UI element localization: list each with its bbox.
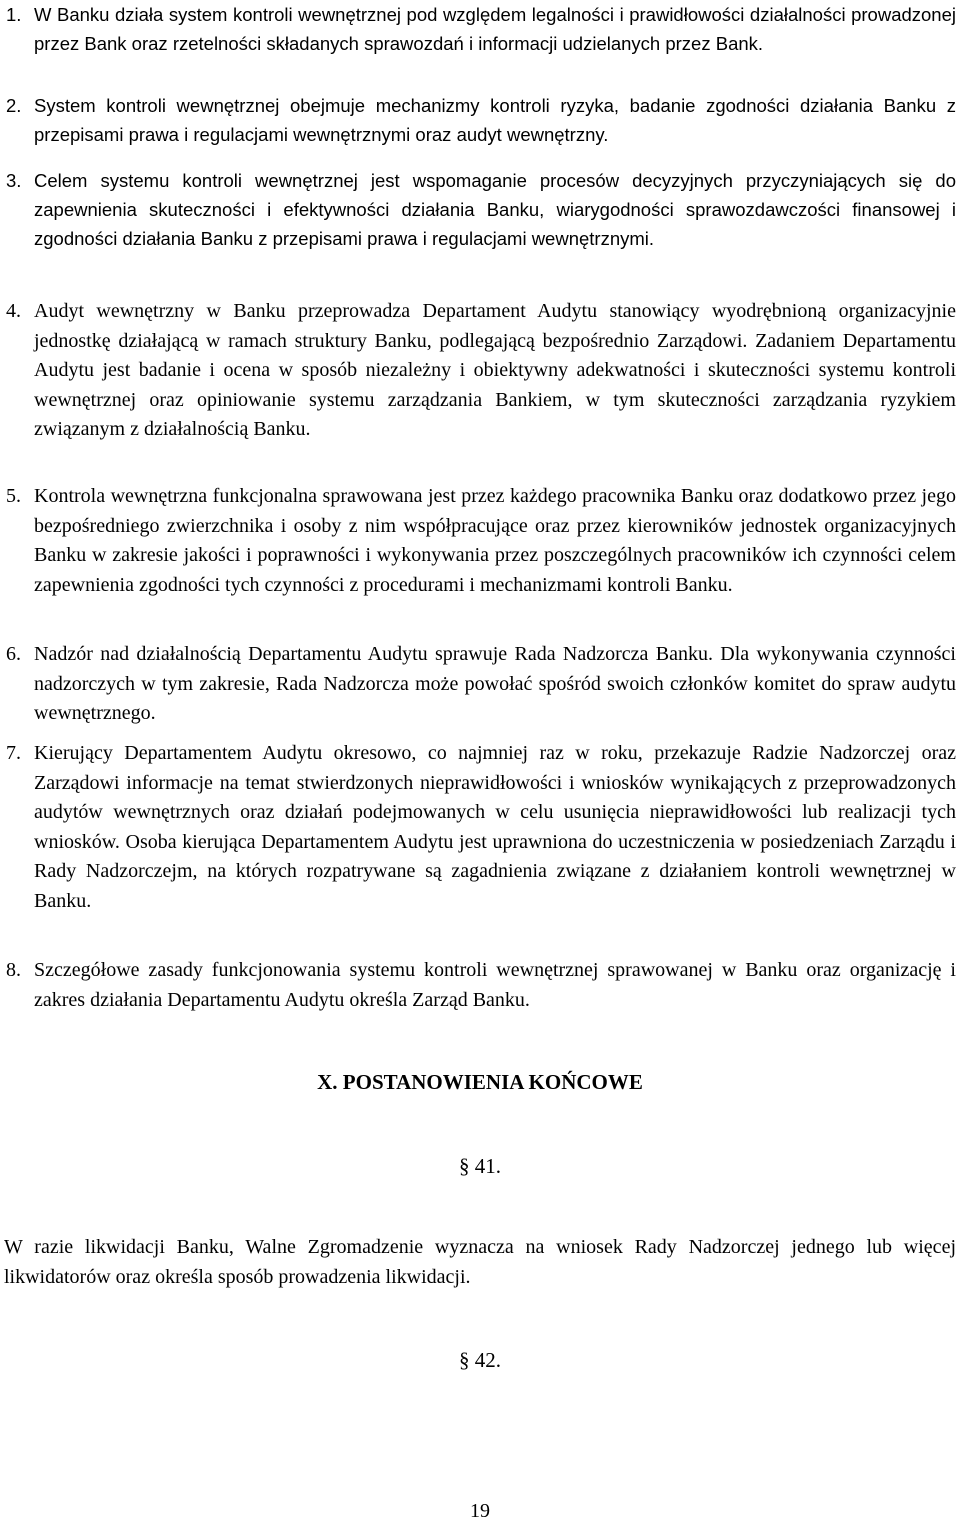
- list-item-number: 1.: [6, 4, 22, 25]
- paragraph-mark-41: § 41.: [459, 1154, 501, 1178]
- section-heading: X. POSTANOWIENIA KOŃCOWE: [317, 1070, 643, 1094]
- list-item-number: 7.: [6, 742, 21, 764]
- list-item-number: 5.: [6, 485, 21, 507]
- list-item: [0, 956, 956, 1015]
- list-item: [0, 297, 956, 445]
- list-item: [0, 739, 956, 916]
- list-item-text: Kierujący Departamentem Audytu okresowo, co najmniej raz w roku, przekazuje Radzie Nadzorczej oraz Zarządowi informacje na temat stwierdzonych nieprawidłowości i wniosków wynikających z przeprowadzonych audytów wewnętrznych oraz działań podejmowanych w celu usunięcia nieprawidłowości lub realizacji tych wniosków. Osoba kierująca Departamentem Audytu jest uprawniona do uczestniczenia w posiedzeniach Zarządu i Rady Nadzorczejm, na których rozpatrywane są zagadnienia związane z działaniem kontroli wewnętrznej w Banku.: [34, 742, 956, 912]
- list-item: [0, 91, 956, 149]
- list-item-text: Szczegółowe zasady funkcjonowania systemu kontroli wewnętrznej sprawowanej w Banku oraz organizację i zakres działania Departamentu Audytu określa Zarząd Banku.: [34, 959, 956, 1011]
- list-item-text: W Banku działa system kontroli wewnętrznej pod względem legalności i prawidłowości działalności prowadzonej przez Bank oraz rzetelności składanych sprawozdań i informacji udzielanych przez Bank.: [34, 4, 956, 54]
- list-item-text: Nadzór nad działalnością Departamentu Audytu sprawuje Rada Nadzorcza Banku. Dla wykonywania czynności nadzorczych w tym zakresie, Rada Nadzorcza może powołać spośród swoich członków komitet do spraw audytu wewnętrznego.: [34, 643, 956, 724]
- paragraph-41-text: W razie likwidacji Banku, Walne Zgromadzenie wyznacza na wniosek Rady Nadzorczej jednego lub więcej likwidatorów oraz określa sposób prowadzenia likwidacji.: [4, 1236, 956, 1288]
- list-item: [0, 166, 956, 253]
- list-item-text: Audyt wewnętrzny w Banku przeprowadza Departament Audytu stanowiący wyodrębnioną organizacyjnie jednostkę działającą w ramach struktury Banku, podlegającą bezpośrednio Zarządowi. Zadaniem Departamentu Audytu jest badanie i ocena w sposób niezależny i obiektywny adekwatności i skuteczności systemu kontroli wewnętrznej oraz opiniowanie systemu zarządzania Bankiem, w tym skuteczności zarządzania ryzykiem związanym z działalnością Banku.: [34, 300, 956, 440]
- list-item-number: 3.: [6, 170, 22, 191]
- list-item-number: 4.: [6, 300, 21, 322]
- list-item-text: Kontrola wewnętrzna funkcjonalna sprawowana jest przez każdego pracownika Banku oraz dodatkowo przez jego bezpośredniego zwierzchnika i osoby z nim współpracujące oraz przez kierowników jednostek organizacyjnych Banku w zakresie jakości i poprawności i wykonywania przez poszczególnych pracowników ich czynności celem zapewnienia zgodności tych czynności z procedurami i mechanizmami kontroli Banku.: [34, 485, 956, 596]
- list-item-number: 8.: [6, 959, 21, 981]
- list-item: [0, 0, 956, 58]
- list-item-number: 2.: [6, 95, 22, 116]
- list-item-text: Celem systemu kontroli wewnętrznej jest wspomaganie procesów decyzyjnych przyczyniających się do zapewnienia skuteczności i efektywności działania Banku, wiarygodności sprawozdawczości finansowej i zgodności działania Banku z przepisami prawa i regulacjami wewnętrznymi.: [34, 170, 956, 249]
- page-number: 19: [470, 1500, 490, 1522]
- list-item-text: System kontroli wewnętrznej obejmuje mechanizmy kontroli ryzyka, badanie zgodności działania Banku z przepisami prawa i regulacjami wewnętrznymi oraz audyt wewnętrzny.: [34, 95, 956, 145]
- list-item: [0, 482, 956, 600]
- list-item: [0, 640, 956, 729]
- paragraph-mark-42: § 42.: [459, 1348, 501, 1372]
- list-item-number: 6.: [6, 643, 21, 665]
